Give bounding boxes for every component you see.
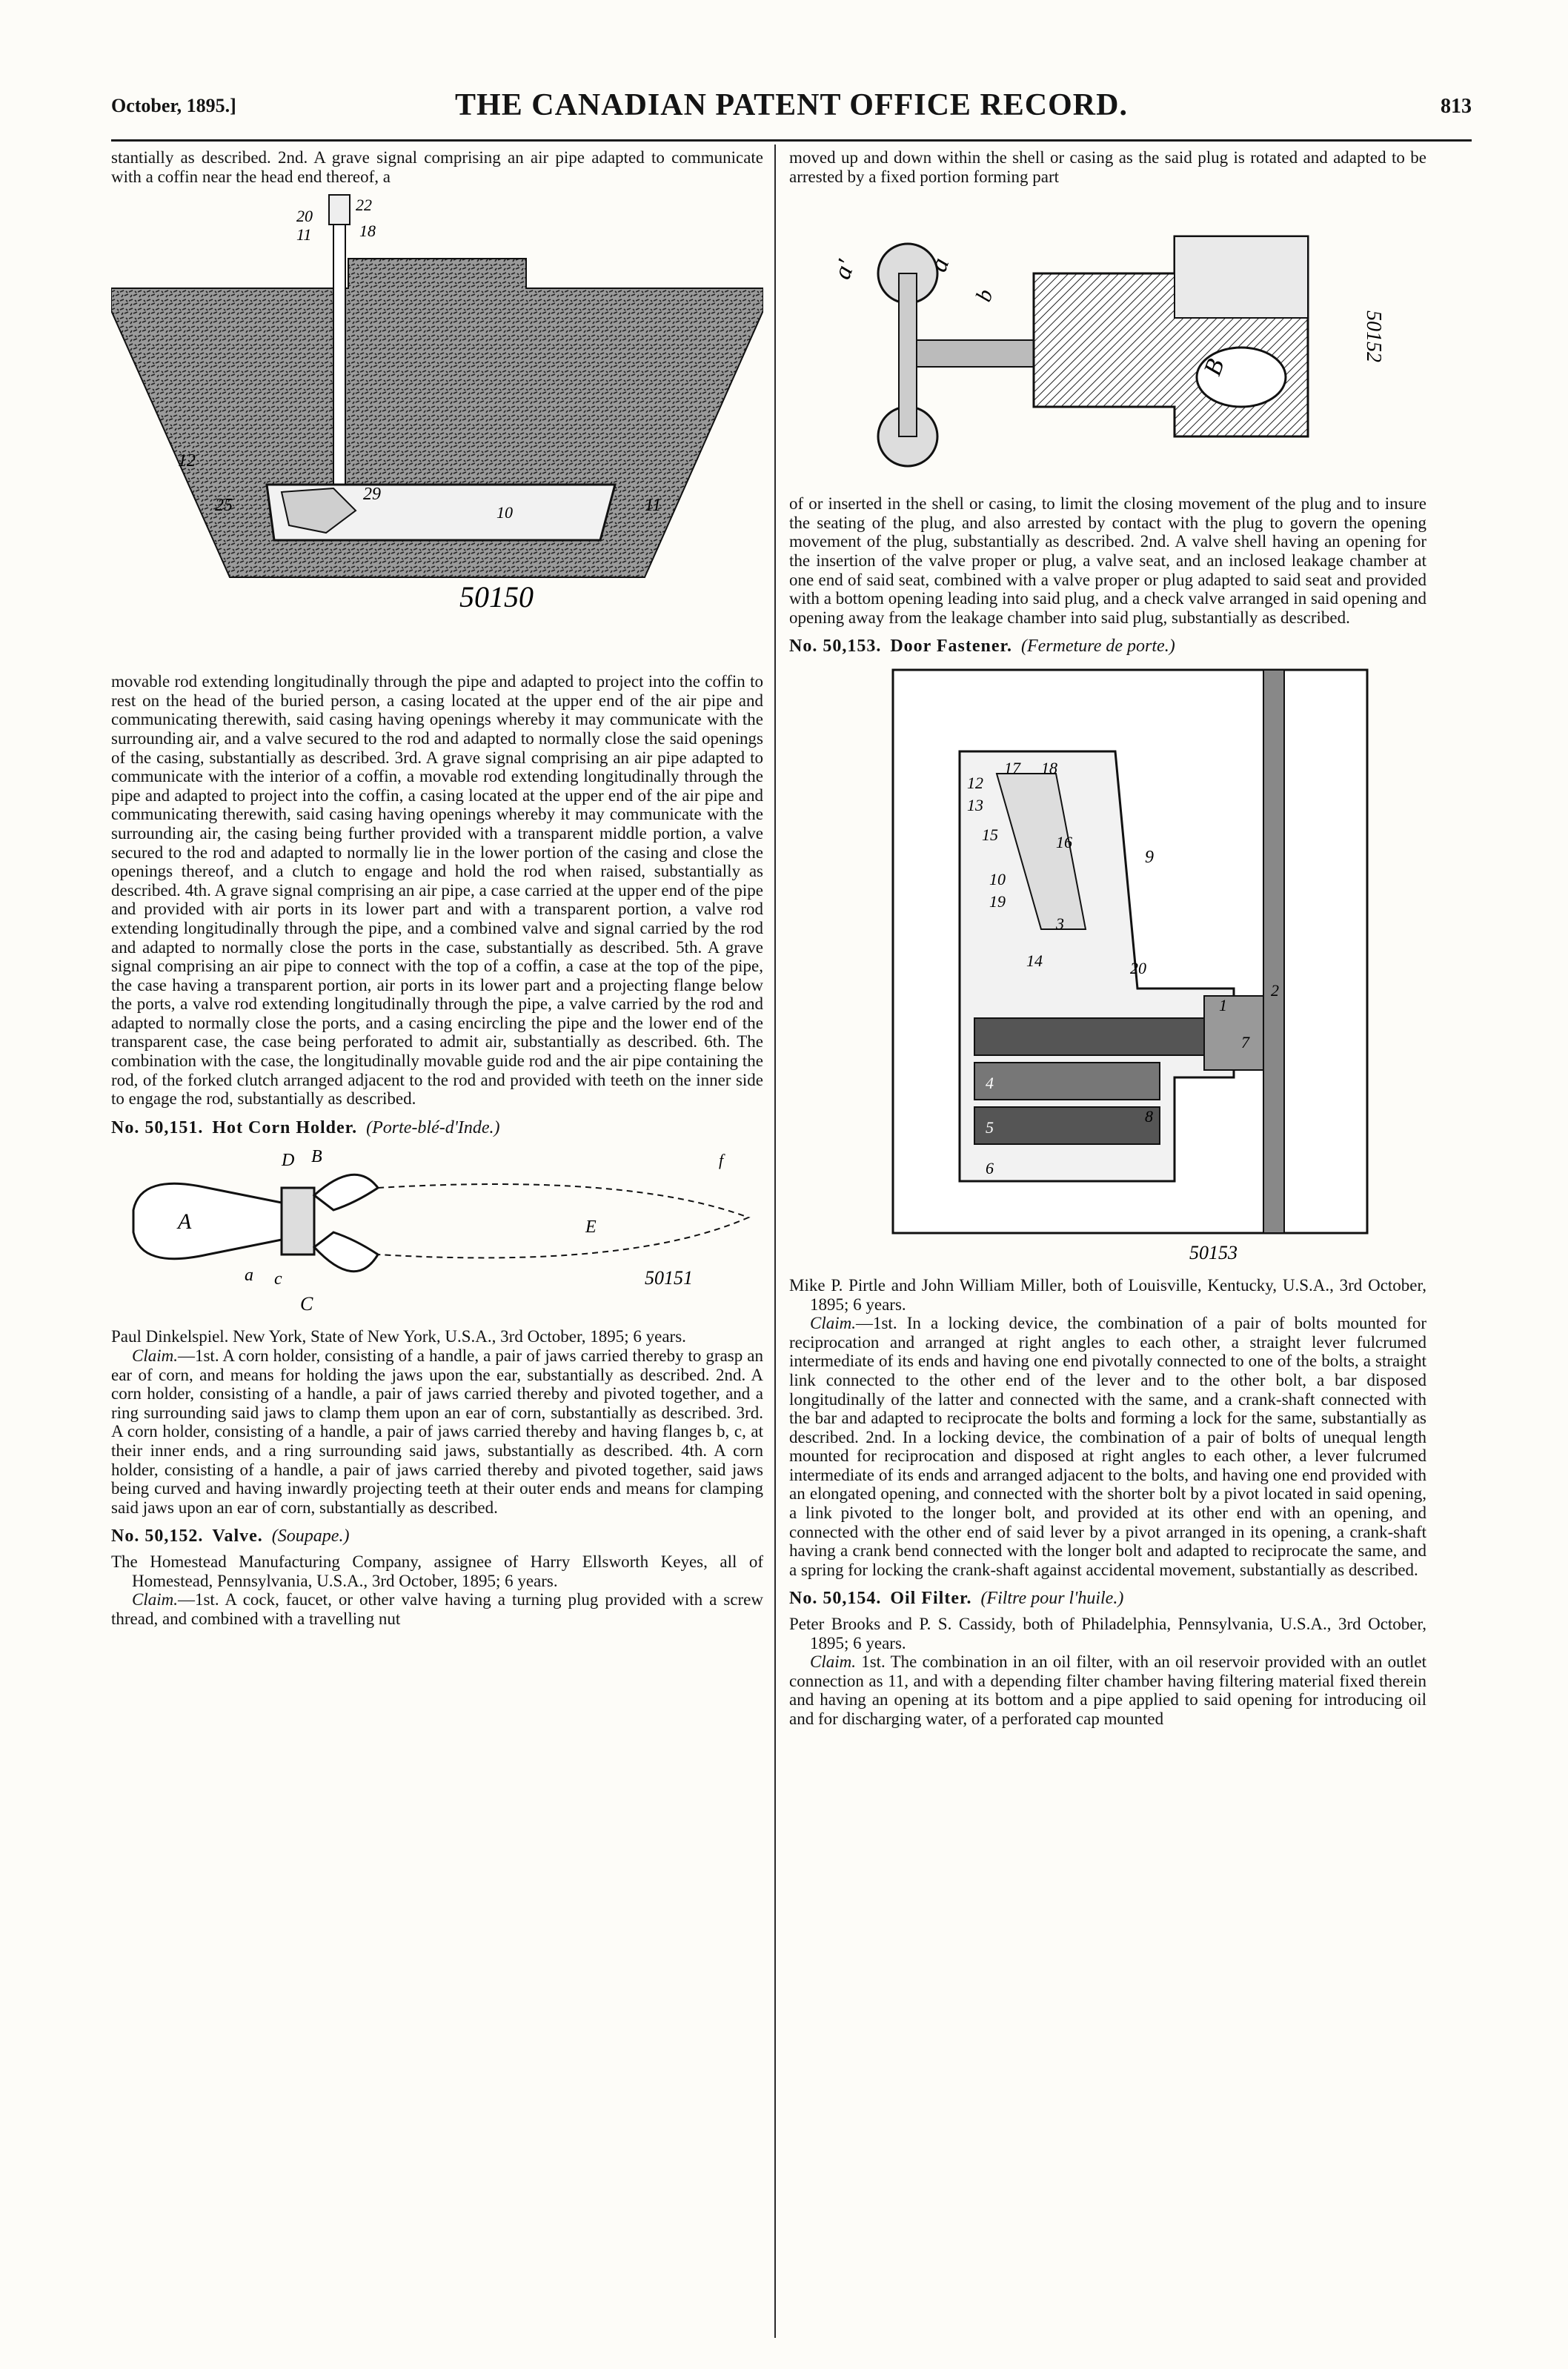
patent-number: No. 50,151. <box>111 1117 204 1137</box>
patent-name: Valve. <box>212 1526 263 1546</box>
patent-name-french: (Filtre pour l'huile.) <box>980 1589 1124 1609</box>
fig-ref-5: 5 <box>986 1117 994 1137</box>
fig-ref-17: 17 <box>1004 758 1020 777</box>
patent-heading-50151 <box>111 1119 763 1138</box>
publication-title: THE CANADIAN PATENT OFFICE RECORD. <box>455 88 1128 122</box>
fig-ref-13: 13 <box>967 795 983 814</box>
claim-label: Claim. <box>132 1590 178 1609</box>
figure-number-50150: 50150 <box>459 580 534 614</box>
claim-text: —1st. A corn holder, consisting of a handle, a pair of jaws carried thereby to grasp an ear of corn, and means for holding the jaws upon the ear, substantially as described. 2nd. A corn holder, consisting of a handle, a pair of jaws carried thereby and pivoted together, and a ring surrounding said jaws to clamp them upon an ear of corn, substantially as described. 3rd. A corn holder, consisting of a handle, a pair of jaws carried thereby and having flanges b, c, at their inner ends, and a ring surrounding said jaws, substantially as described. 4th. A corn holder, consisting of a handle, a pair of jaws carried thereby and pivoted together, said jaws being curved and having inwardly projecting teeth at their outer ends and means for clamping said jaws upon an ear of corn, substantially as described. <box>111 1346 763 1517</box>
figure-number-50152: 50152 <box>1362 310 1385 363</box>
figure-number-50153: 50153 <box>1189 1241 1238 1263</box>
fig-ref-12: 12 <box>967 773 983 792</box>
fig-ref-4: 4 <box>986 1073 994 1092</box>
claim-label: Claim. <box>810 1314 856 1333</box>
page-header <box>111 87 1472 142</box>
fig-ref-10: 10 <box>989 869 1006 888</box>
fig-ref-a: a <box>924 254 955 276</box>
continued-claim-top: moved up and down within the shell or casing as the said plug is rotated and adapted to be arrested by a fixed portion forming part <box>789 148 1426 186</box>
claims-50154 <box>789 1652 1426 1728</box>
air-pipe <box>333 207 345 488</box>
claim-text: 1st. The combination in an oil filter, with an oil reservoir provided with an outlet connection as 11, and with a depending filter chamber having filtering material fixed therein and having an opening at its bottom and a pipe applied to said opening for introducing oil and for discharging water, of a perforated cap mounted <box>789 1652 1427 1728</box>
fig-ref-7: 7 <box>1241 1032 1249 1051</box>
continued-claim-top: stantially as described. 2nd. A grave signal comprising an air pipe adapted to communicate with a coffin near the head end thereof, a <box>111 148 763 186</box>
fig-ref-C: C <box>300 1293 313 1315</box>
bolt-lower <box>974 1107 1160 1144</box>
figure-50150-grave-signal <box>111 192 763 666</box>
fig-ref-9: 9 <box>1145 847 1154 867</box>
claim-text: —1st. A cock, faucet, or other valve having a turning plug provided with a screw thread, and combined with a travelling nut <box>111 1590 763 1628</box>
fig-ref-1: 1 <box>1219 995 1227 1014</box>
fig-ref-22: 22 <box>356 196 372 215</box>
fig-ref-c: c <box>274 1269 282 1289</box>
lower-jaw <box>314 1232 378 1272</box>
door-edge <box>1263 670 1284 1233</box>
fig-ref-16: 16 <box>1056 832 1072 851</box>
fig-ref-E: E <box>585 1217 597 1237</box>
fig-ref-12: 12 <box>178 451 196 471</box>
fig-ref-A: A <box>178 1209 192 1235</box>
patent-heading-50152 <box>111 1527 763 1546</box>
patent-name: Door Fastener. <box>890 637 1012 657</box>
fig-ref-29: 29 <box>363 485 381 505</box>
handle <box>133 1184 282 1259</box>
fig-ref-a-prime: a' <box>828 256 860 283</box>
fig-ref-11b: 11 <box>645 496 662 516</box>
left-column <box>111 148 763 1628</box>
fig-ref-14: 14 <box>1026 951 1043 970</box>
patent-heading-50154 <box>789 1589 1426 1609</box>
inventor-50154: Peter Brooks and P. S. Cassidy, both of Philadelphia, Pennsylvania, U.S.A., 3rd October, 1895; 6 years. <box>789 1615 1426 1652</box>
claims-50151 <box>111 1346 763 1517</box>
ear-of-corn-outline <box>378 1184 748 1257</box>
fig-ref-20: 20 <box>296 207 313 226</box>
fig-ref-B: B <box>311 1147 322 1167</box>
claim-text: —1st. In a locking device, the combination of a pair of bolts mounted for reciprocation and arranged at right angles to each other, a straight lever fulcrumed intermediate of its ends and having one end pivotally connected to one of the bolts, a straight link connected to the other end of the lever and to the other bolt, a bar disposed longitudinally of the latter and connected with the same, and a crank-shaft connected with the bar and adapted to reciprocate the bolts and forming a lock for the same, substantially as described. 2nd. In a locking device, the combination of a pair of bolts of unequal length mounted for reciprocation and disposed at right angles to each other, a lever fulcrumed intermediate of its ends and arranged adjacent to the bolts, and having one end provided with an elongated opening, and connected with the shorter bolt by a pivot located in said opening, a link pivoted to the longer bolt, and provided at its other end with an opening, and connected with the other end of said lever by a pivot arranged in its opening, a crank-shaft having a crank bend connected with the longer bolt and adapted to reciprocate the same, and a spring for locking the crank-shaft against accidental movement, substantially as described. <box>789 1314 1426 1579</box>
ring <box>282 1188 314 1255</box>
patent-number: No. 50,152. <box>111 1526 204 1546</box>
patent-number: No. 50,154. <box>789 1589 882 1609</box>
patent-name: Oil Filter. <box>890 1589 972 1609</box>
figure-50152-valve <box>789 192 1426 488</box>
fig-ref-3: 3 <box>1056 914 1064 933</box>
fig-ref-18: 18 <box>359 222 376 241</box>
fig-ref-18: 18 <box>1041 758 1057 777</box>
bolt-horizontal <box>974 1018 1226 1055</box>
right-column <box>789 148 1426 1729</box>
fig-ref-25: 25 <box>215 496 233 516</box>
claim-label: Claim. <box>132 1346 178 1366</box>
claims-50153 <box>789 1314 1426 1579</box>
fig-ref-8: 8 <box>1145 1106 1153 1126</box>
claim-label: Claim. <box>810 1652 856 1672</box>
outlet-pipe <box>1175 236 1308 318</box>
signal-casing <box>329 195 350 225</box>
fig-ref-a: a <box>245 1266 253 1286</box>
inventor-50152: The Homestead Manufacturing Company, assignee of Harry Ellsworth Keyes, all of Homestead, Pennsylvania, U.S.A., 3rd October, 1895; 6 years. <box>111 1552 763 1590</box>
figure-50153-door-fastener <box>789 662 1426 1270</box>
page-number: 813 <box>1441 95 1472 118</box>
fig-ref-f: f <box>719 1151 724 1170</box>
fig-ref-10: 10 <box>496 503 513 522</box>
patent-name-french: (Soupape.) <box>271 1526 350 1546</box>
figure-number-50151: 50151 <box>645 1267 693 1289</box>
column-divider <box>774 144 776 2338</box>
patent-name: Hot Corn Holder. <box>212 1117 358 1137</box>
handle-bar <box>899 273 917 436</box>
fig-ref-6: 6 <box>986 1158 994 1177</box>
fig-ref-D: D <box>282 1151 295 1171</box>
claims-50152-body: of or inserted in the shell or casing, to limit the closing movement of the plug and to insure the seating of the plug, and also arrested by contact with the plug to govern the opening movement of the plug, substantially as described. 2nd. A valve shell having an opening for the insertion of the valve proper or plug, a valve seat, and an inclosed leakage chamber at one end of said seat, combined with a valve proper or plug adapted to said seat and provided with a bottom opening leading into said plug, and a check valve arranged in said opening and opening away from the leakage chamber into said plug, substantially as described. <box>789 494 1426 627</box>
keeper <box>1204 996 1263 1070</box>
issue-date: October, 1895.] <box>111 95 236 116</box>
upper-jaw <box>314 1175 378 1211</box>
screw-stem <box>917 340 1043 367</box>
valve-plug <box>1197 348 1286 407</box>
inventor-50153: Mike P. Pirtle and John William Miller, both of Louisville, Kentucky, U.S.A., 3rd October, 1895; 6 years. <box>789 1275 1426 1314</box>
bolt-middle <box>974 1063 1160 1100</box>
claims-50152 <box>111 1590 763 1628</box>
fig-ref-11: 11 <box>296 225 312 245</box>
patent-heading-50153 <box>789 637 1426 657</box>
figure-50151-corn-holder <box>111 1143 763 1321</box>
patent-number: No. 50,153. <box>789 637 882 657</box>
fig-ref-B: B <box>1198 355 1230 379</box>
fig-ref-2: 2 <box>1271 980 1279 1000</box>
fig-ref-19: 19 <box>989 891 1006 911</box>
claims-50150-body: movable rod extending longitudinally through the pipe and adapted to project into the coffin to rest on the head of the buried person, a casing located at the upper end of the air pipe and communicating therewith, said casing having openings whereby it may communicate with the surrounding air, and a valve secured to the rod and adapted to normally close the said openings of the casing, substantially as described. 3rd. A grave signal comprising an air pipe adapted to communicate with the interior of a coffin, a movable rod extending longitudinally through the pipe and adapted to project into the coffin, a casing located at the upper end of the air pipe and communicating therewith, said casing having openings whereby it may communicate with the surrounding air, the casing being further provided with a transparent middle portion, a valve secured to the rod and adapted to normally lie in the lower portion of the casing and close the openings thereof, and a clutch to engage and hold the rod when raised, substantially as described. 4th. A grave signal comprising an air pipe, a case carried at the upper end of the pipe and provided with air ports in its lower part and with a transparent portion, a valve rod extending longitudinally through the pipe, and a combined valve and signal carried by the rod and adapted to normally close the ports in the case, substantially as described. 5th. A grave signal comprising an air pipe to connect with the top of a coffin, a case at the top of the pipe, the case having a transparent portion, air ports in its lower part and a projecting flange below the ports, a valve rod extending longitudinally through the pipe, a valve carried by the rod and adapted to normally close the ports, and a casing encircling the pipe and the lower end of the transparent case, the case being perforated to admit air, substantially as described. 6th. The combination with the case, the longitudinally movable guide rod and the air pipe containing the rod, of the forked clutch arranged adjacent to the rod and provided with teeth on the inner side to engage the rod, substantially as described. <box>111 672 763 1109</box>
fig-ref-15: 15 <box>982 825 998 844</box>
fig-ref-20: 20 <box>1130 958 1146 977</box>
fig-ref-b: b <box>971 286 998 305</box>
patent-name-french: (Fermeture de porte.) <box>1021 637 1175 657</box>
patent-name-french: (Porte-blé-d'Inde.) <box>366 1117 500 1137</box>
inventor-50151: Paul Dinkelspiel. New York, State of New York, U.S.A., 3rd October, 1895; 6 years. <box>111 1327 686 1346</box>
